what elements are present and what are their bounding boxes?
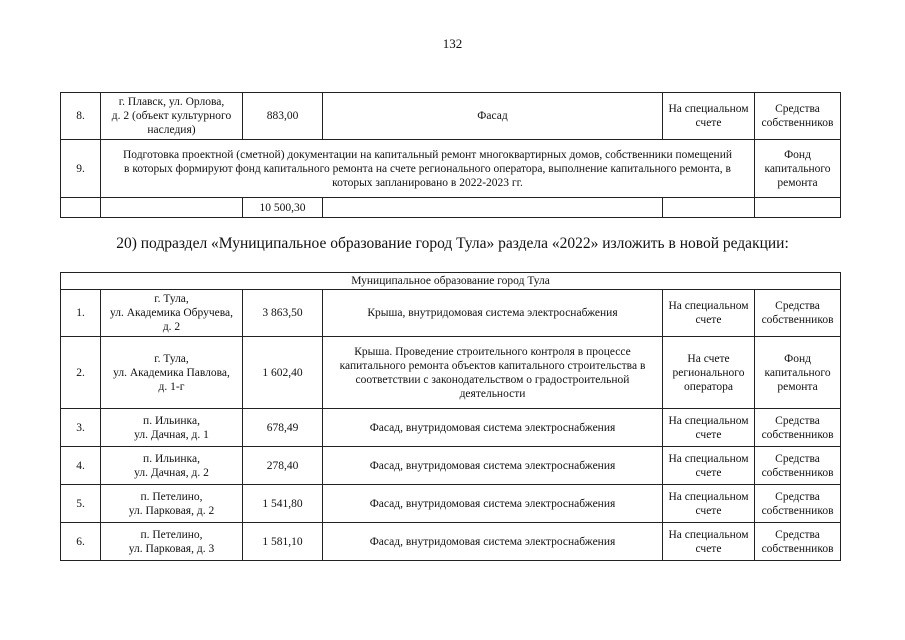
row-account-type: На специальном счете xyxy=(663,290,755,337)
row-address: г. Тула, ул. Академика Павлова, д. 1-г xyxy=(101,337,243,409)
row-address: г. Тула, ул. Академика Обручева, д. 2 xyxy=(101,290,243,337)
row-number: 4. xyxy=(61,447,101,485)
row-work-type: Крыша, внутридомовая система электроснабжения xyxy=(323,290,663,337)
row-funding-source: Средства собственников xyxy=(755,409,841,447)
row-address: п. Ильинка, ул. Дачная, д. 2 xyxy=(101,447,243,485)
row-work-type: Крыша. Проведение строительного контроля в процессе капитального ремонта объектов капитального строительства в соответствии с законодательством о градостроительной деятельности xyxy=(323,337,663,409)
row-sum: 3 863,50 xyxy=(243,290,323,337)
table-row xyxy=(61,409,841,447)
row-work-type: Фасад, внутридомовая система электроснабжения xyxy=(323,447,663,485)
row-funding-source: Средства собственников xyxy=(755,523,841,561)
table-title: Муниципальное образование город Тула xyxy=(61,273,841,290)
table-title-row xyxy=(61,273,841,290)
table-row xyxy=(61,337,841,409)
row-work-type: Фасад, внутридомовая система электроснабжения xyxy=(323,523,663,561)
row-account-type: На счете регионального оператора xyxy=(663,337,755,409)
row-sum: 883,00 xyxy=(243,93,323,140)
page-number: 132 xyxy=(442,36,463,51)
row-number: 8. xyxy=(61,93,101,140)
row-number: 1. xyxy=(61,290,101,337)
row-address: п. Петелино, ул. Парковая, д. 3 xyxy=(101,523,243,561)
row-work-type: Фасад, внутридомовая система электроснабжения xyxy=(323,485,663,523)
row-address: п. Петелино, ул. Парковая, д. 2 xyxy=(101,485,243,523)
row-sum: 1 581,10 xyxy=(243,523,323,561)
table-previous-section xyxy=(60,92,841,218)
row-account-type: На специальном счете xyxy=(663,485,755,523)
row-account-type: На специальном счете xyxy=(663,93,755,140)
row-sum: 1 541,80 xyxy=(243,485,323,523)
table-row xyxy=(61,485,841,523)
table-tula xyxy=(60,272,841,561)
row-funding-source: Фонд капитального ремонта xyxy=(755,337,841,409)
row-funding-source: Средства собственников xyxy=(755,447,841,485)
table-row xyxy=(61,93,841,140)
row-account-type: На специальном счете xyxy=(663,523,755,561)
table-row xyxy=(61,140,841,198)
row-description: Подготовка проектной (сметной) документации на капитальный ремонт многоквартирных домов, собственники помещений в которых формируют фонд капитального ремонта на счете регионального оператора, выполнение капитального ремонта, в которых запланировано в 2022-2023 гг. xyxy=(101,140,755,198)
row-number: 6. xyxy=(61,523,101,561)
row-funding-source: Средства собственников xyxy=(755,485,841,523)
row-address: п. Ильинка, ул. Дачная, д. 1 xyxy=(101,409,243,447)
row-work-type: Фасад, внутридомовая система электроснабжения xyxy=(323,409,663,447)
total-empty xyxy=(323,198,663,218)
total-row xyxy=(61,198,841,218)
table-row xyxy=(61,523,841,561)
row-number: 5. xyxy=(61,485,101,523)
row-funding-source: Средства собственников xyxy=(755,290,841,337)
table-row xyxy=(61,290,841,337)
row-sum: 278,40 xyxy=(243,447,323,485)
row-number: 3. xyxy=(61,409,101,447)
total-sum: 10 500,30 xyxy=(243,198,323,218)
row-account-type: На специальном счете xyxy=(663,447,755,485)
row-number: 9. xyxy=(61,140,101,198)
row-number: 2. xyxy=(61,337,101,409)
total-empty xyxy=(755,198,841,218)
total-empty xyxy=(61,198,101,218)
row-sum: 1 602,40 xyxy=(243,337,323,409)
table-row xyxy=(61,447,841,485)
total-empty xyxy=(663,198,755,218)
row-work-type: Фасад xyxy=(323,93,663,140)
row-funding-source: Фонд капитального ремонта xyxy=(755,140,841,198)
row-account-type: На специальном счете xyxy=(663,409,755,447)
total-empty xyxy=(101,198,243,218)
row-funding-source: Средства собственников xyxy=(755,93,841,140)
section-heading: 20) подраздел «Муниципальное образование город Тула» раздела «2022» изложить в новой редакции: xyxy=(116,235,789,252)
row-address: г. Плавск, ул. Орлова, д. 2 (объект культурного наследия) xyxy=(101,93,243,140)
row-sum: 678,49 xyxy=(243,409,323,447)
